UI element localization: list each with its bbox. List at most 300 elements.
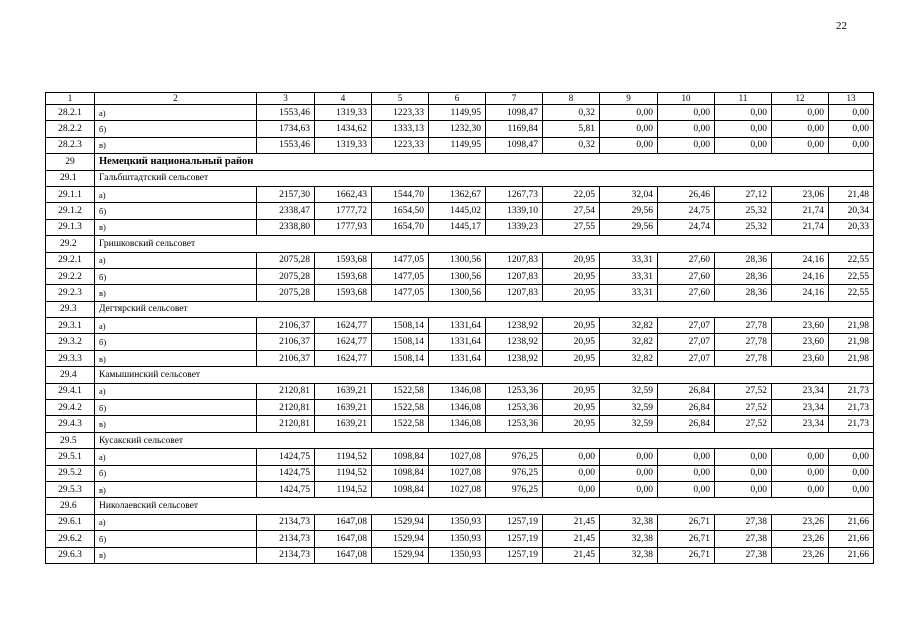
value-cell: 26,84 [658, 416, 715, 432]
row-label: в) [95, 547, 257, 563]
value-cell: 1445,02 [429, 203, 486, 219]
value-cell: 21,66 [829, 531, 874, 547]
value-cell: 33,31 [600, 252, 658, 268]
value-cell: 32,38 [600, 514, 658, 530]
value-cell: 1424,75 [257, 465, 315, 481]
row-code: 29.3.1 [46, 318, 95, 334]
value-cell: 1522,58 [372, 416, 429, 432]
table-row [46, 547, 874, 563]
value-cell: 23,34 [772, 400, 829, 416]
value-cell: 0,00 [715, 121, 772, 137]
row-label: а) [95, 252, 257, 268]
header-cell: 3 [257, 93, 315, 105]
value-cell: 0,00 [658, 449, 715, 465]
value-cell: 1169,84 [486, 121, 543, 137]
table-row [46, 383, 874, 399]
value-cell: 1098,47 [486, 105, 543, 121]
value-cell: 23,34 [772, 383, 829, 399]
value-cell: 1333,13 [372, 121, 429, 137]
table-row [46, 219, 874, 235]
row-label: б) [95, 465, 257, 481]
value-cell: 1624,77 [315, 350, 372, 366]
value-cell: 23,60 [772, 318, 829, 334]
row-label: а) [95, 383, 257, 399]
table-row [46, 334, 874, 350]
value-cell: 1639,21 [315, 400, 372, 416]
row-label: а) [95, 186, 257, 202]
section-code: 29 [46, 154, 95, 170]
value-cell: 29,56 [600, 203, 658, 219]
value-cell: 1346,08 [429, 416, 486, 432]
value-cell: 0,00 [829, 449, 874, 465]
value-cell: 24,16 [772, 285, 829, 301]
value-cell: 2106,37 [257, 350, 315, 366]
subsection-title: Николаевский сельсовет [95, 498, 874, 514]
value-cell: 20,95 [543, 318, 600, 334]
row-code: 29.5.3 [46, 481, 95, 497]
subsection-row [46, 498, 874, 514]
value-cell: 23,26 [772, 514, 829, 530]
value-cell: 27,78 [715, 318, 772, 334]
value-cell: 27,52 [715, 383, 772, 399]
value-cell: 1647,08 [315, 514, 372, 530]
value-cell: 27,54 [543, 203, 600, 219]
value-cell: 1593,68 [315, 285, 372, 301]
row-code: 29.4.2 [46, 400, 95, 416]
value-cell: 27,07 [658, 350, 715, 366]
value-cell: 22,55 [829, 252, 874, 268]
subsection-row [46, 170, 874, 186]
value-cell: 32,82 [600, 334, 658, 350]
value-cell: 1300,56 [429, 285, 486, 301]
value-cell: 1319,33 [315, 105, 372, 121]
value-cell: 0,00 [658, 481, 715, 497]
value-cell: 33,31 [600, 268, 658, 284]
value-cell: 27,38 [715, 547, 772, 563]
value-cell: 976,25 [486, 465, 543, 481]
value-cell: 1777,72 [315, 203, 372, 219]
value-cell: 1508,14 [372, 318, 429, 334]
value-cell: 1654,70 [372, 219, 429, 235]
value-cell: 1477,05 [372, 268, 429, 284]
value-cell: 2120,81 [257, 383, 315, 399]
value-cell: 27,12 [715, 186, 772, 202]
row-code: 29.3.2 [46, 334, 95, 350]
table-row [46, 531, 874, 547]
value-cell: 21,66 [829, 547, 874, 563]
value-cell: 27,38 [715, 514, 772, 530]
value-cell: 1647,08 [315, 547, 372, 563]
value-cell: 21,45 [543, 547, 600, 563]
row-code: 29.1.2 [46, 203, 95, 219]
page-number: 22 [836, 20, 847, 32]
value-cell: 2075,28 [257, 252, 315, 268]
value-cell: 0,00 [543, 481, 600, 497]
table-row [46, 268, 874, 284]
value-cell: 1350,93 [429, 514, 486, 530]
value-cell: 0,00 [600, 137, 658, 153]
value-cell: 0,00 [658, 105, 715, 121]
value-cell: 1529,94 [372, 531, 429, 547]
value-cell: 1300,56 [429, 268, 486, 284]
row-code: 29.1.3 [46, 219, 95, 235]
subsection-code: 29.2 [46, 236, 95, 252]
value-cell: 2075,28 [257, 285, 315, 301]
value-cell: 1194,52 [315, 449, 372, 465]
value-cell: 20,95 [543, 268, 600, 284]
value-cell: 20,95 [543, 416, 600, 432]
row-label: в) [95, 481, 257, 497]
table-row [46, 318, 874, 334]
value-cell: 0,00 [772, 121, 829, 137]
subsection-title: Гришковский сельсовет [95, 236, 874, 252]
value-cell: 27,55 [543, 219, 600, 235]
value-cell: 1544,70 [372, 186, 429, 202]
header-cell: 10 [658, 93, 715, 105]
row-code: 29.5.2 [46, 465, 95, 481]
value-cell: 1331,64 [429, 334, 486, 350]
value-cell: 0,00 [543, 465, 600, 481]
table-row [46, 105, 874, 121]
row-label: в) [95, 219, 257, 235]
subsection-title: Камышинский сельсовет [95, 367, 874, 383]
table-row [46, 481, 874, 497]
value-cell: 0,00 [772, 481, 829, 497]
value-cell: 1223,33 [372, 137, 429, 153]
table-row [46, 416, 874, 432]
value-cell: 1149,95 [429, 137, 486, 153]
value-cell: 1662,43 [315, 186, 372, 202]
value-cell: 21,45 [543, 531, 600, 547]
row-label: а) [95, 105, 257, 121]
value-cell: 1777,93 [315, 219, 372, 235]
value-cell: 0,00 [600, 449, 658, 465]
subsection-title: Гальбштадтский сельсовет [95, 170, 874, 186]
value-cell: 2134,73 [257, 514, 315, 530]
value-cell: 32,59 [600, 383, 658, 399]
value-cell: 0,00 [772, 105, 829, 121]
value-cell: 1350,93 [429, 531, 486, 547]
value-cell: 2134,73 [257, 547, 315, 563]
value-cell: 1207,83 [486, 285, 543, 301]
subsection-row [46, 236, 874, 252]
value-cell: 2120,81 [257, 416, 315, 432]
subsection-title: Кусакский сельсовет [95, 432, 874, 448]
value-cell: 0,00 [600, 465, 658, 481]
value-cell: 0,00 [658, 121, 715, 137]
value-cell: 26,71 [658, 547, 715, 563]
header-cell: 8 [543, 93, 600, 105]
value-cell: 24,16 [772, 268, 829, 284]
value-cell: 1253,36 [486, 383, 543, 399]
value-cell: 21,73 [829, 416, 874, 432]
value-cell: 0,00 [715, 105, 772, 121]
value-cell: 22,55 [829, 268, 874, 284]
value-cell: 23,26 [772, 547, 829, 563]
header-cell: 11 [715, 93, 772, 105]
value-cell: 1339,23 [486, 219, 543, 235]
value-cell: 26,46 [658, 186, 715, 202]
header-cell: 4 [315, 93, 372, 105]
row-code: 28.2.2 [46, 121, 95, 137]
value-cell: 26,84 [658, 383, 715, 399]
row-label: б) [95, 121, 257, 137]
row-label: а) [95, 514, 257, 530]
value-cell: 976,25 [486, 481, 543, 497]
value-cell: 1098,47 [486, 137, 543, 153]
header-cell: 6 [429, 93, 486, 105]
value-cell: 1424,75 [257, 481, 315, 497]
header-cell: 9 [600, 93, 658, 105]
row-label: б) [95, 531, 257, 547]
value-cell: 0,00 [600, 481, 658, 497]
row-code: 29.4.3 [46, 416, 95, 432]
table-row [46, 203, 874, 219]
value-cell: 32,59 [600, 400, 658, 416]
header-cell: 13 [829, 93, 874, 105]
value-cell: 1477,05 [372, 285, 429, 301]
value-cell: 1149,95 [429, 105, 486, 121]
table-row [46, 137, 874, 153]
value-cell: 0,00 [658, 465, 715, 481]
table-row [46, 449, 874, 465]
value-cell: 20,95 [543, 285, 600, 301]
subsection-code: 29.6 [46, 498, 95, 514]
value-cell: 1593,68 [315, 252, 372, 268]
value-cell: 27,78 [715, 350, 772, 366]
value-cell: 0,32 [543, 105, 600, 121]
value-cell: 0,00 [600, 121, 658, 137]
row-label: б) [95, 400, 257, 416]
value-cell: 20,95 [543, 350, 600, 366]
value-cell: 2120,81 [257, 400, 315, 416]
table-row [46, 252, 874, 268]
value-cell: 0,00 [715, 449, 772, 465]
value-cell: 27,60 [658, 285, 715, 301]
value-cell: 0,00 [772, 137, 829, 153]
row-label: а) [95, 318, 257, 334]
value-cell: 976,25 [486, 449, 543, 465]
table-row [46, 350, 874, 366]
value-cell: 32,82 [600, 350, 658, 366]
value-cell: 1522,58 [372, 400, 429, 416]
value-cell: 27,52 [715, 400, 772, 416]
value-cell: 32,38 [600, 547, 658, 563]
value-cell: 32,04 [600, 186, 658, 202]
section-title: Немецкий национальный район [95, 154, 874, 170]
value-cell: 27,52 [715, 416, 772, 432]
value-cell: 0,00 [829, 105, 874, 121]
value-cell: 0,00 [829, 121, 874, 137]
value-cell: 1257,19 [486, 531, 543, 547]
header-row [46, 93, 874, 105]
row-label: б) [95, 268, 257, 284]
value-cell: 2106,37 [257, 334, 315, 350]
header-cell: 1 [46, 93, 95, 105]
table-row [46, 514, 874, 530]
value-cell: 1639,21 [315, 383, 372, 399]
value-cell: 21,66 [829, 514, 874, 530]
value-cell: 20,95 [543, 400, 600, 416]
value-cell: 1027,08 [429, 449, 486, 465]
value-cell: 32,38 [600, 531, 658, 547]
value-cell: 1223,33 [372, 105, 429, 121]
value-cell: 2075,28 [257, 268, 315, 284]
subsection-code: 29.4 [46, 367, 95, 383]
table-row [46, 400, 874, 416]
value-cell: 25,32 [715, 219, 772, 235]
row-label: б) [95, 334, 257, 350]
value-cell: 1238,92 [486, 334, 543, 350]
value-cell: 23,60 [772, 350, 829, 366]
table-body [46, 93, 874, 564]
row-label: в) [95, 137, 257, 153]
row-label: а) [95, 449, 257, 465]
value-cell: 1253,36 [486, 400, 543, 416]
value-cell: 1098,84 [372, 465, 429, 481]
value-cell: 1331,64 [429, 318, 486, 334]
value-cell: 26,71 [658, 531, 715, 547]
value-cell: 1098,84 [372, 481, 429, 497]
value-cell: 0,00 [829, 137, 874, 153]
value-cell: 20,95 [543, 383, 600, 399]
row-code: 28.2.1 [46, 105, 95, 121]
value-cell: 1300,56 [429, 252, 486, 268]
value-cell: 24,16 [772, 252, 829, 268]
value-cell: 27,60 [658, 268, 715, 284]
value-cell: 1207,83 [486, 268, 543, 284]
value-cell: 26,84 [658, 400, 715, 416]
value-cell: 0,00 [829, 481, 874, 497]
value-cell: 0,00 [715, 465, 772, 481]
row-label: в) [95, 285, 257, 301]
value-cell: 21,98 [829, 350, 874, 366]
value-cell: 1207,83 [486, 252, 543, 268]
value-cell: 1098,84 [372, 449, 429, 465]
value-cell: 21,48 [829, 186, 874, 202]
value-cell: 1654,50 [372, 203, 429, 219]
header-cell: 7 [486, 93, 543, 105]
value-cell: 1319,33 [315, 137, 372, 153]
table-row [46, 186, 874, 202]
value-cell: 32,59 [600, 416, 658, 432]
value-cell: 2338,80 [257, 219, 315, 235]
value-cell: 20,95 [543, 252, 600, 268]
value-cell: 1553,46 [257, 137, 315, 153]
value-cell: 21,73 [829, 383, 874, 399]
value-cell: 21,74 [772, 219, 829, 235]
subsection-code: 29.1 [46, 170, 95, 186]
value-cell: 29,56 [600, 219, 658, 235]
value-cell: 27,07 [658, 318, 715, 334]
value-cell: 2157,30 [257, 186, 315, 202]
value-cell: 2338,47 [257, 203, 315, 219]
table-row [46, 121, 874, 137]
value-cell: 0,00 [715, 137, 772, 153]
value-cell: 0,00 [715, 481, 772, 497]
value-cell: 0,00 [829, 465, 874, 481]
subsection-row [46, 432, 874, 448]
value-cell: 0,00 [658, 137, 715, 153]
value-cell: 1257,19 [486, 547, 543, 563]
value-cell: 23,34 [772, 416, 829, 432]
row-label: в) [95, 416, 257, 432]
value-cell: 28,36 [715, 285, 772, 301]
value-cell: 26,71 [658, 514, 715, 530]
value-cell: 0,00 [543, 449, 600, 465]
value-cell: 1238,92 [486, 350, 543, 366]
row-label: в) [95, 350, 257, 366]
header-cell: 12 [772, 93, 829, 105]
subsection-code: 29.5 [46, 432, 95, 448]
value-cell: 33,31 [600, 285, 658, 301]
value-cell: 1194,52 [315, 465, 372, 481]
value-cell: 25,32 [715, 203, 772, 219]
value-cell: 1734,63 [257, 121, 315, 137]
value-cell: 1434,62 [315, 121, 372, 137]
value-cell: 1027,08 [429, 481, 486, 497]
row-code: 29.2.2 [46, 268, 95, 284]
value-cell: 0,00 [772, 449, 829, 465]
value-cell: 1553,46 [257, 105, 315, 121]
value-cell: 21,98 [829, 318, 874, 334]
header-cell: 5 [372, 93, 429, 105]
value-cell: 1424,75 [257, 449, 315, 465]
subsection-code: 29.3 [46, 301, 95, 317]
value-cell: 2134,73 [257, 531, 315, 547]
value-cell: 1346,08 [429, 383, 486, 399]
value-cell: 23,26 [772, 531, 829, 547]
row-code: 29.6.2 [46, 531, 95, 547]
value-cell: 1522,58 [372, 383, 429, 399]
value-cell: 1508,14 [372, 350, 429, 366]
value-cell: 24,74 [658, 219, 715, 235]
value-cell: 1477,05 [372, 252, 429, 268]
value-cell: 23,06 [772, 186, 829, 202]
table-row [46, 285, 874, 301]
tariff-table [45, 92, 874, 564]
row-code: 29.5.1 [46, 449, 95, 465]
value-cell: 21,73 [829, 400, 874, 416]
row-code: 29.2.1 [46, 252, 95, 268]
value-cell: 1508,14 [372, 334, 429, 350]
row-code: 29.4.1 [46, 383, 95, 399]
value-cell: 1346,08 [429, 400, 486, 416]
subsection-row [46, 301, 874, 317]
header-cell: 2 [95, 93, 257, 105]
value-cell: 27,78 [715, 334, 772, 350]
value-cell: 1624,77 [315, 318, 372, 334]
value-cell: 1593,68 [315, 268, 372, 284]
section-row [46, 154, 874, 170]
value-cell: 1362,67 [429, 186, 486, 202]
value-cell: 24,75 [658, 203, 715, 219]
value-cell: 27,60 [658, 252, 715, 268]
row-code: 29.6.3 [46, 547, 95, 563]
value-cell: 0,00 [772, 465, 829, 481]
row-code: 28.2.3 [46, 137, 95, 153]
row-code: 29.2.3 [46, 285, 95, 301]
value-cell: 1445,17 [429, 219, 486, 235]
value-cell: 1331,64 [429, 350, 486, 366]
value-cell: 5,81 [543, 121, 600, 137]
value-cell: 1639,21 [315, 416, 372, 432]
value-cell: 27,38 [715, 531, 772, 547]
value-cell: 1257,19 [486, 514, 543, 530]
value-cell: 20,34 [829, 203, 874, 219]
row-code: 29.1.1 [46, 186, 95, 202]
value-cell: 22,55 [829, 285, 874, 301]
